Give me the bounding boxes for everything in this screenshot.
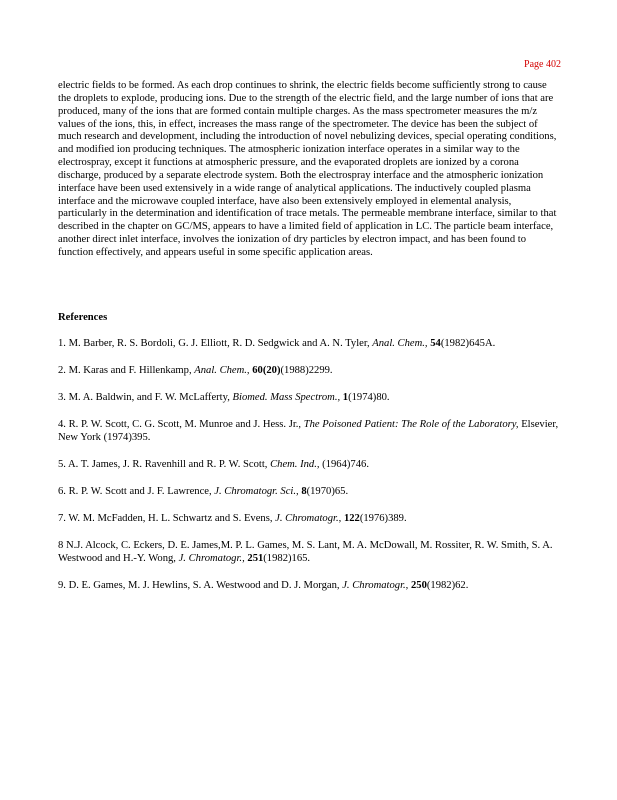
reference-volume: 250 [410, 580, 427, 591]
reference-journal: J. Chromatogr., [178, 553, 245, 564]
reference-authors: 5. A. T. James, J. R. Ravenhill and R. P. W. Scott, [58, 459, 271, 470]
reference-authors: 1. M. Barber, R. S. Bordoli, G. J. Elliott, R. D. Sedgwick and A. N. Tyler, [58, 338, 373, 349]
reference-journal: Biomed. Mass Spectrom., [232, 392, 341, 403]
page-number: Page 402 [524, 59, 561, 70]
reference-authors: 4. R. P. W. Scott, C. G. Scott, M. Munroe and J. Hess. Jr., [58, 419, 304, 430]
reference-journal: Anal. Chem., [194, 365, 250, 376]
references-heading: References [58, 312, 108, 323]
reference-year-page: (1982)165. [263, 553, 311, 564]
reference-year-page: (1970)65. [306, 486, 349, 497]
reference-journal: J. Chromatogr., [342, 580, 409, 591]
reference-authors: 7. W. M. McFadden, H. L. Schwartz and S. Evens, [58, 513, 276, 524]
reference-item [58, 458, 562, 471]
reference-authors: 8 N.J. Alcock, C. Eckers, D. E. James,M. P. L. Games, M. S. Lant, M. A. McDowall, M. Rossiter, R. W. Smith, S. A. Westwood and H.-Y. Wong, [58, 540, 553, 564]
body-paragraph: electric fields to be formed. As each drop continues to shrink, the electric fields become sufficiently strong to cause the droplets to explode, producing ions. Due to the strength of the electric field, and the large number of ions that are produced, many of the ions that are formed contain multiple charges. As the mass spectrometer measures the m/z values of the ions, this, in effect, increases the mass range of the spectrometer. The device has been the subject of much research and development, including the introduction of novel nebulizing devices, special operating conditions, and modified ion producing techniques. The atmospheric ionization interface operates in a similar way to the electrospray, except it functions at atmospheric pressure, and the evaporated droplets are ionized by a corona discharge, produced by a separate electrode system. Both the electrospray interface and the atmospheric ionization interface have been used extensively in a wide range of analytical applications. The inductively coupled plasma interface and the microwave coupled interface, have also been extensively employed in elemental analysis, particularly in the determination and identification of trace metals. The permeable membrane interface, similar to that described in the chapter on GC/MS, appears to have a limited field of application in LC. The particle beam interface, another direct inlet interface, involves the ionization of dry particles by electron impact, and has been found to function effectively, and appears useful in some specific application areas. [58, 80, 557, 258]
reference-journal: J. Chromatogr., [275, 513, 342, 524]
reference-authors: 3. M. A. Baldwin, and F. W. McLafferty, [58, 392, 233, 403]
reference-item [58, 364, 562, 377]
reference-year-page: (1976)389. [359, 513, 407, 524]
reference-item [58, 485, 562, 498]
reference-volume: 251 [247, 553, 264, 564]
reference-authors: 6. R. P. W. Scott and J. F. Lawrence, [58, 486, 215, 497]
reference-year-page: (1982)645A. [440, 338, 496, 349]
reference-volume: 1 [342, 392, 349, 403]
reference-journal: J. Chromatogr. Sci., [214, 486, 299, 497]
reference-volume: 8 [301, 486, 307, 497]
reference-journal: Chem. Ind., [270, 459, 320, 470]
reference-authors: 9. D. E. Games, M. J. Hewlins, S. A. Westwood and D. J. Morgan, [58, 580, 343, 591]
reference-year-page: (1988)2299. [280, 365, 333, 376]
reference-year-page: (1982)62. [426, 580, 469, 591]
reference-year-page: (1974)80. [348, 392, 390, 403]
reference-journal: The Poisoned Patient: The Role of the Laboratory, [303, 419, 519, 430]
reference-item [58, 579, 562, 592]
reference-volume: 54 [430, 338, 441, 349]
reference-item [58, 512, 562, 525]
reference-item [58, 391, 562, 404]
references-list [58, 337, 562, 606]
reference-item [58, 337, 562, 350]
reference-year-page: (1964)746. [319, 459, 369, 470]
reference-authors: 2. M. Karas and F. Hillenkamp, [58, 365, 195, 376]
reference-item [58, 539, 562, 565]
reference-volume: 122 [343, 513, 360, 524]
reference-item [58, 418, 562, 444]
reference-journal: Anal. Chem., [372, 338, 428, 349]
reference-year-page: Elsevier, New York (1974)395. [58, 419, 559, 443]
reference-volume: 60(20) [252, 365, 281, 376]
